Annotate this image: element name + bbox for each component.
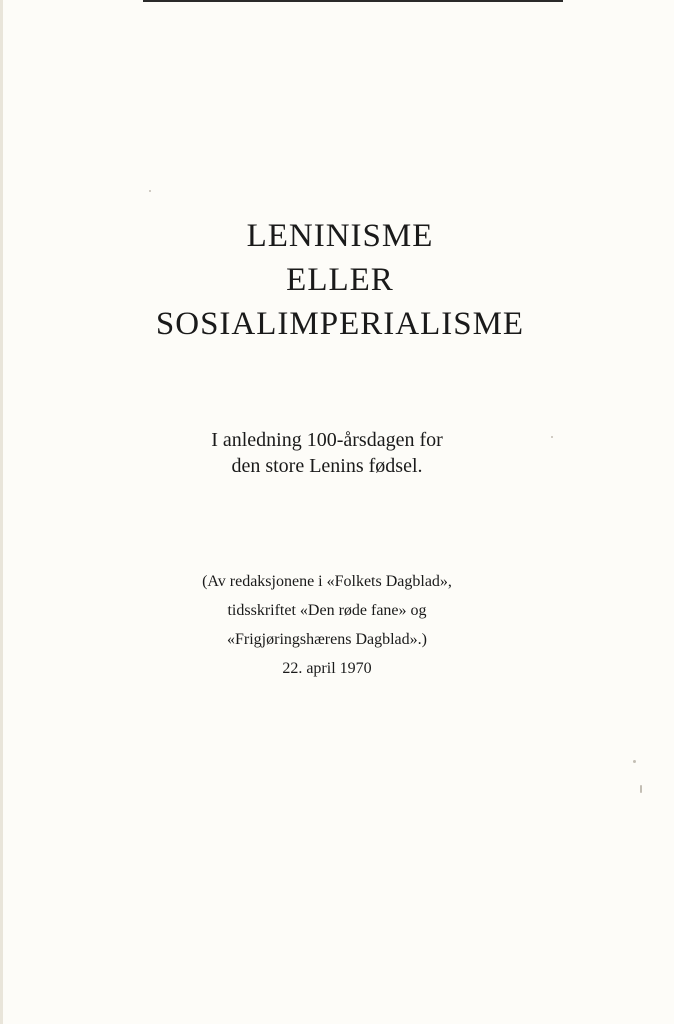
title-line-2: ELLER [286,262,394,298]
credit-line-2: tidsskriftet «Den røde fane» og [227,602,427,619]
subtitle-line-2: den store Lenins fødsel. [231,455,423,477]
document-title [3,214,674,346]
title-line-3: SOSIALIMPERIALISME [155,306,525,342]
top-edge-mark [143,0,563,2]
title-line-1: LENINISME [246,218,434,254]
paper-speck [640,785,642,793]
credit-line-3: «Frigjøringshærens Dagblad».) [227,631,427,648]
paper-speck [551,436,553,438]
credit-date: 22. april 1970 [282,660,372,677]
document-subtitle [3,427,651,479]
document-credit [3,567,651,683]
paper-speck [149,190,151,192]
subtitle-line-1: I anledning 100-årsdagen for [211,429,443,451]
paper-speck [633,760,636,763]
credit-line-1: (Av redaksjonene i «Folkets Dagblad», [202,573,452,590]
